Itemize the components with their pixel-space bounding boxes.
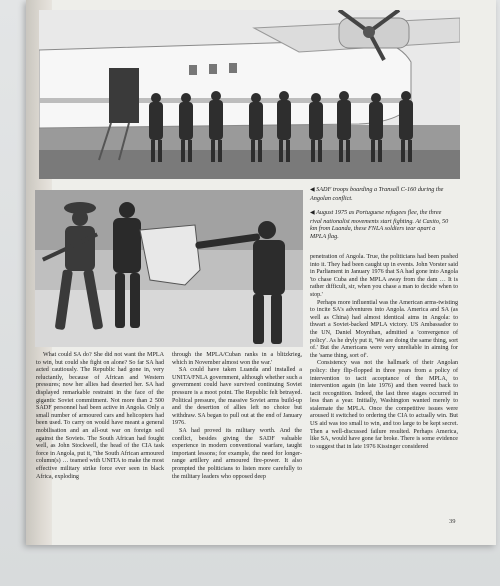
paragraph: SA had proved its military worth. And the conflict, besides giving the SADF valuable experience in modern conventional warfare, taught important lessons; for example, the need for longer-range artillery and armoured fire-power. It also prompted the politicians to listen more carefully to the military leaders who opposed deep <box>172 427 302 480</box>
caption-marker: ◀ <box>310 210 315 216</box>
page-number: 39 <box>449 518 456 525</box>
caption-text: August 1975 as Portuguese refugees flee, the three rival nationalist movements start fighting. At Caxito, 50 km from Luanda, these FNLA soldiers tear apart a MPLA flag. <box>310 209 449 240</box>
paragraph: Perhaps more influential was the American arms-twisting to incite SA's adventures into Angola. America and SA (as well as China) had almost identical aims in Angola: to thwart a Soviet-backed MPLA victory. US Ambassador to the UN, Daniel Moynihan, admitted a 'convergence of policy'. As he dryly put it, 'We are doing the same thing, sort of.' But the Americans were very unreliable in aiming for the 'same thing, sort of'. <box>310 299 458 359</box>
aircraft-illustration <box>39 10 460 179</box>
paragraph: SA could have taken Luanda and installed a UNITA/FNLA government, although whether such a government could have survived continuing Soviet pressure is a moot point. The Republic felt betrayed. Political pressure, the massive Soviet arms build-up and the desertion of allies left no choice but withdraw. SA began to pull out at the end of January 1976. <box>172 367 302 427</box>
caption-bottom-photo <box>310 209 450 240</box>
caption-marker: ◀ <box>310 187 315 193</box>
photo-troops-boarding-aircraft <box>39 10 460 179</box>
text-column-2 <box>172 352 302 481</box>
caption-top-photo <box>310 186 450 202</box>
paragraph: through the MPLA/Cuban ranks in a blitzkrieg, which in November almost won the war.' <box>172 352 302 366</box>
paragraph: What could SA do? She did not want the MPLA to win, but could she fight on alone? So far SA had acted cautiously. The Republic had gone in, very reluctantly, because of African and Western pressures; now her allies had deserted her. SA had displayed remarkable restraint in the face of the gigantic Soviet commitment. Not more than 2 500 SADF personnel had been active in Angola. Only a small number of armoured cars and helicopters had been used. To carry on would have meant a general mobilisation and an all-out war on foreign soil against the Soviets. The South African had fought well, as John Stockwell, the head of the CIA task force in Angola, put it, "the South African armoured column(s) … teamed with UNITA to make the most effective military strike force ever seen in black Africa, exploding <box>36 352 164 480</box>
photo-soldiers-flag <box>35 190 303 347</box>
paragraph: Consistency was not the hallmark of their Angolan policy: they flip-flopped in three years from a policy of intervention to tacit acceptance of the MPLA, to intervention again (in late 1976) and then veered back to tacit recognition. Indeed, the last three stages occurred in less than a year. Initially, Washington wanted merely to stalemate the MPLA. Once the competitive issues were aroused it switched to ordering the CIA to actually win. But US aid was too small to win, and too large to be kept secret. Then a well-discussed failure resulted. Perhaps America, like SA, would have gone far broke. There is some evidence to suggest that in late 1976 Kissinger considered <box>310 360 458 450</box>
text-column-1 <box>36 352 164 481</box>
paragraph: penetration of Angola. True, the politicians had been pushed into it. They had been caught up in events. John Vorster said in Parliament in January 1976 that SA had gone into Angola 'to chase Cuba and the MPLA away from the dam … It is rather difficult, sir, when you chase a man to decide when to stop.' <box>310 254 458 298</box>
text-column-3 <box>310 254 458 451</box>
soldiers-illustration <box>35 190 303 347</box>
caption-text: SADF troops boarding a Transall C-160 during the Angolan conflict. <box>310 186 444 202</box>
